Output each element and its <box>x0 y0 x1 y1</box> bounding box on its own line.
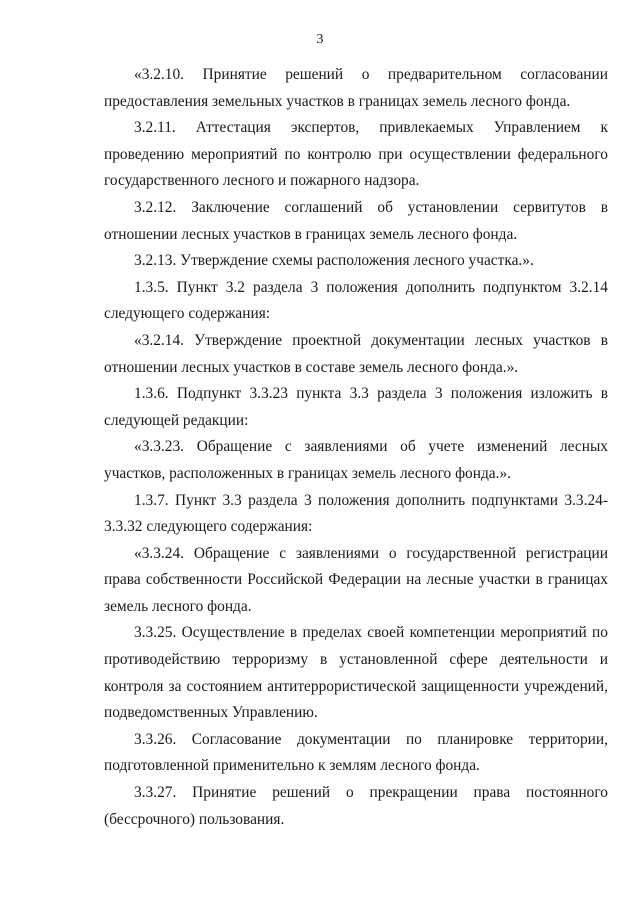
paragraph-3-2-10: «3.2.10. Принятие решений о предварительном согласовании предоставления земельных участков в границах земель лесного фонда. <box>104 66 608 110</box>
paragraph-3-2-12: 3.2.12. Заключение соглашений об установлении сервитутов в отношении лесных участков в границах земель лесного фонда. <box>104 198 608 243</box>
paragraph-3-3-25: 3.3.25. Осуществление в пределах своей компетенции мероприятий по противодействию терроризму в установленной сфере деятельности и контроля за состоянием антитеррористической защищенности учреждений, подведомственных Управлению. <box>104 624 608 722</box>
paragraph-3-2-13: 3.2.13. Утверждение схемы расположения лесного участка.». <box>134 252 534 270</box>
paragraph-3-3-24: «3.3.24. Обращение с заявлениями о государственной регистрации права собственности Российской Федерации на лесные участки в границах земель лесного фонда. <box>104 544 608 615</box>
paragraph-3-3-23: «3.3.23. Обращение с заявлениями об учете изменений лесных участков, расположенных в границах земель лесного фонда.». <box>104 438 608 482</box>
document-body <box>104 0 608 833</box>
paragraph-3-3-27: 3.3.27. Принятие решений о прекращении права постоянного (бессрочного) пользования. <box>104 784 608 828</box>
paragraph-1-3-7: 1.3.7. Пункт 3.3 раздела 3 положения дополнить подпунктами 3.3.24-3.3.32 следующего содержания: <box>104 491 608 536</box>
paragraph-3-2-11: 3.2.11. Аттестация экспертов, привлекаемых Управлением к проведению мероприятий по контролю при осуществлении федерального государственного лесного и пожарного надзора. <box>104 119 608 190</box>
page-number: 3 <box>316 32 324 47</box>
paragraph-1-3-5: 1.3.5. Пункт 3.2 раздела 3 положения дополнить подпунктом 3.2.14 следующего содержания: <box>104 278 608 323</box>
paragraph-1-3-6: 1.3.6. Подпункт 3.3.23 пункта 3.3 раздела 3 положения изложить в следующей редакции: <box>104 385 608 429</box>
paragraph-3-3-26: 3.3.26. Согласование документации по планировке территории, подготовленной применительно к землям лесного фонда. <box>104 730 608 775</box>
paragraph-3-2-14: «3.2.14. Утверждение проектной документации лесных участков в отношении лесных участков в составе земель лесного фонда.». <box>104 331 608 376</box>
